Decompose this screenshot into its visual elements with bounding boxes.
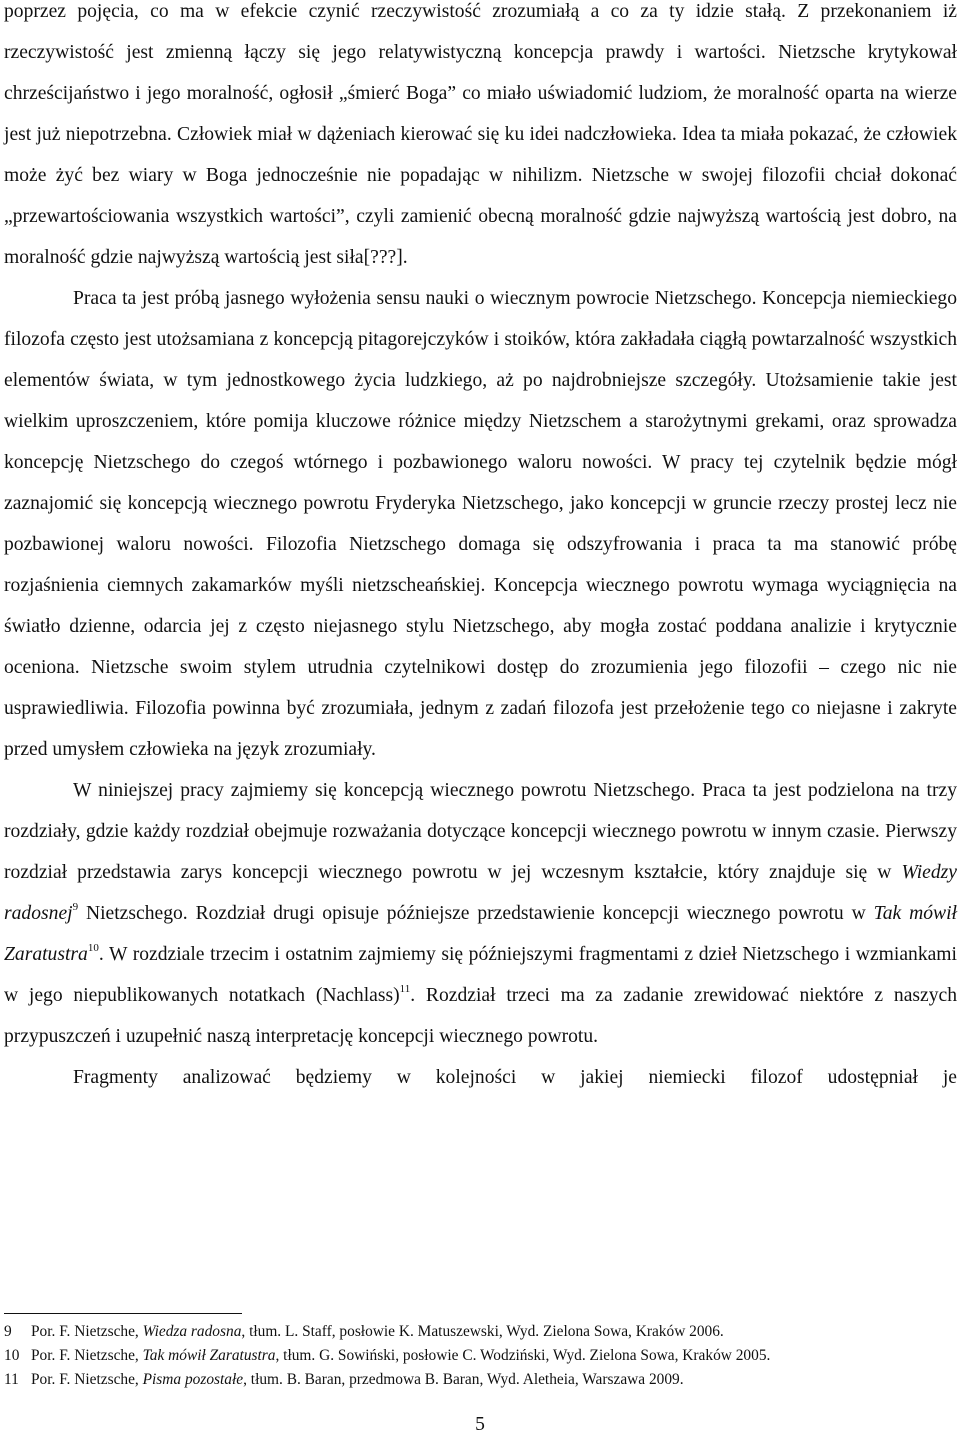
paragraph-3-text-2: Nietzschego. Rozdział drugi opisuje późniejsze przedstawienie koncepcji wiecznego powrotu w [78,903,874,924]
footnote-11 [4,1370,944,1390]
footnote-text [31,1322,944,1342]
footnotes [4,1322,944,1390]
footnote-9 [4,1322,944,1342]
footnote-separator [4,1313,242,1314]
footnote-text-before: Por. F. Nietzsche, [31,1323,143,1340]
footnote-text-before: Por. F. Nietzsche, [31,1347,143,1364]
footnote-ref-11[interactable]: 11 [399,983,411,995]
footnote-book-title: Tak mówił Zaratustra [142,1347,276,1364]
paragraph-4: Fragmenty analizować będziemy w kolejności w jakiej niemiecki filozof udostępniał je [73,1067,957,1088]
footnote-text-after: , tłum. L. Staff, posłowie K. Matuszewski, Wyd. Zielona Sowa, Kraków 2006. [241,1323,724,1340]
footnote-text-after: , tłum. G. Sowiński, posłowie C. Wodziński, Wyd. Zielona Sowa, Kraków 2005. [275,1347,771,1364]
footnote-book-title: Wiedza radosna [142,1323,242,1340]
main-text [4,0,957,1098]
footnote-text-after: , tłum. B. Baran, przedmowa B. Baran, Wyd. Aletheia, Warszawa 2009. [243,1371,684,1388]
paragraph-3 [4,770,957,1057]
footnote-text-before: Por. F. Nietzsche, [31,1371,143,1388]
footnote-ref-9[interactable]: 9 [72,901,79,913]
paragraph-2: Praca ta jest próbą jasnego wyłożenia sensu nauki o wiecznym powrocie Nietzschego. Koncepcja niemieckiego filozofa często jest utożsamiana z koncepcją pitagorejczyków i stoików, która zakładała ciągłą powtarzalność wszystkich elementów świata, w tym jednostkowego życia ludzkiego, aż po najdrobniejsze szczegóły. Utożsamienie takie jest wielkim uproszczeniem, które pomija kluczowe różnice między Nietzschem a starożytnymi grekami, oraz sprowadza koncepcję Nietzschego do czegoś wtórnego i pozbawionego waloru nowości. W pracy tej czytelnik będzie mógł zaznajomić się koncepcją wiecznego powrotu Fryderyka Nietzschego, jako koncepcji w gruncie rzeczy prostej lecz nie pozbawionej waloru nowości. Filozofia Nietzschego domaga się odszyfrowania i praca ta ma stanowić próbę rozjaśnienia ciemnych zakamarków myśli nietzscheańskiej. Koncepcja wiecznego powrotu wymaga wyciągnięcia na światło dzienne, odarcia jej z często niejasnego stylu Nietzschego, aby mogła zostać poddana analizie i krytycznie oceniona. Nietzsche swoim stylem utrudnia czytelnikowi dostęp do zrozumienia jego filozofii – czego nic nie usprawiedliwia. Filozofia powinna być zrozumiała, jednym z zadań filozofa jest przełożenie tego co niejasne i zakryte przed umysłem człowieka na język zrozumiały. [4,288,957,760]
paragraph-3-text-4: . Rozdział trzeci ma za zadanie zrewidować niektóre z naszych przypuszczeń i uzupełnić naszą interpretację koncepcji wiecznego powrotu. [4,985,957,1047]
paragraph-1: poprzez pojęcia, co ma w efekcie czynić rzeczywistość zrozumiałą a co za ty idzie stałą. Z przekonaniem iż rzeczywistość jest zmienną łączy się jego relatywistyczną koncepcja prawdy i wartości. Nietzsche krytykował chrześcijaństwo i jego moralność, ogłosił „śmierć Boga” co miało uświadomić ludziom, że moralność oparta na wierze jest już niepotrzebna. Człowiek miał w dążeniach kierować się ku idei nadczłowieka. Idea ta miała pokazać, że człowiek może żyć bez wiary w Boga jednocześnie nie popadając w nihilizm. Nietzsche w swojej filozofii chciał dokonać „przewartościowania wszystkich wartości”, czyli zamienić obecną moralność gdzie najwyższą wartością jest dobro, na moralność gdzie najwyższą wartością jest siła[???]. [4,1,957,268]
paragraph-3-text-1: W niniejszej pracy zajmiemy się koncepcją wiecznego powrotu Nietzschego. Praca ta jest podzielona na trzy rozdziały, gdzie każdy rozdział obejmuje rozważania dotyczące koncepcji wiecznego powrotu w innym czasie. Pierwszy rozdział przedstawia zarys koncepcji wiecznego powrotu w jej wczesnym kształcie, który znajduje się w [4,780,957,883]
footnote-book-title: Pisma pozostałe [142,1371,244,1388]
book-title-wiedzy-radosnej: Wiedzy radosnej [4,862,957,924]
footnote-number: 9 [4,1323,12,1340]
footnote-text [31,1370,944,1390]
footnote-number: 10 [4,1347,20,1364]
footnote-10 [4,1346,944,1366]
book-title-tak-mowil-zaratustra: Tak mówił Zaratustra [4,903,957,965]
page-number: 5 [475,1414,485,1435]
footnote-ref-10[interactable]: 10 [87,942,99,954]
footnote-text [31,1346,944,1366]
footnote-number: 11 [4,1371,19,1388]
paragraph-3-text-3: . W rozdziale trzecim i ostatnim zajmiemy się późniejszymi fragmentami z dzieł Nietzschego i wzmiankami w jego niepublikowanych notatkach (Nachlass) [4,944,957,1006]
